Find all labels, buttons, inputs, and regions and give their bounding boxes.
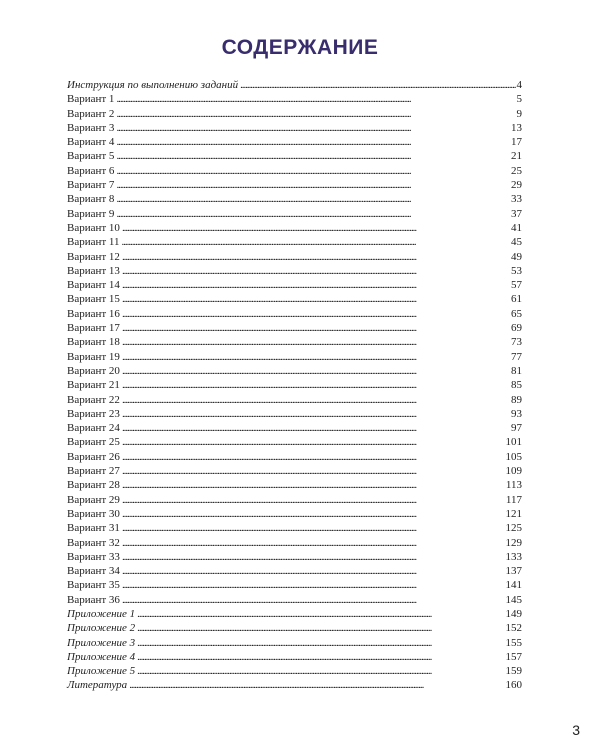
toc-entry: [67, 292, 522, 306]
toc-entry: [67, 149, 522, 163]
toc-entry: [67, 364, 522, 378]
page-number: 3: [572, 722, 580, 738]
dot-leader: [116, 192, 510, 206]
dot-leader: [122, 321, 510, 335]
dot-leader: [122, 307, 510, 321]
toc-entry-label: Вариант 33: [67, 550, 120, 563]
toc-entry-label: Вариант 22: [67, 393, 120, 406]
toc-entry-label: Вариант 21: [67, 379, 120, 392]
page-title: СОДЕРЖАНИЕ: [221, 36, 379, 59]
toc-entry-page: 77: [511, 350, 522, 363]
toc-entry-label: Вариант 20: [67, 364, 120, 377]
toc-entry-page: 109: [505, 465, 522, 478]
dot-leader: [116, 107, 515, 121]
toc-entry-label: Вариант 6: [67, 164, 115, 177]
toc-entry-label: Вариант 36: [67, 593, 120, 606]
dot-leader: [137, 636, 504, 650]
dot-leader: [137, 664, 504, 678]
toc-entry: [67, 78, 522, 92]
table-of-contents: [67, 78, 522, 693]
toc-entry-label: Вариант 32: [67, 536, 120, 549]
toc-entry-label: Приложение 4: [67, 650, 136, 663]
dot-leader: [122, 464, 505, 478]
toc-entry-page: 69: [511, 322, 522, 335]
dot-leader: [122, 450, 505, 464]
toc-entry: [67, 107, 522, 121]
toc-entry-label: Инструкция по выполнению заданий: [67, 79, 239, 91]
toc-entry-label: Вариант 10: [67, 221, 120, 234]
dot-leader: [122, 264, 510, 278]
toc-entry-page: 89: [511, 393, 522, 406]
dot-leader: [122, 235, 510, 249]
toc-entry-label: Вариант 2: [67, 107, 115, 120]
dot-leader: [116, 135, 510, 149]
dot-leader: [122, 536, 505, 550]
toc-entry-label: Вариант 14: [67, 279, 120, 292]
toc-entry: [67, 521, 522, 535]
toc-entry-page: 117: [505, 493, 522, 506]
toc-entry-label: Вариант 23: [67, 407, 120, 420]
toc-entry: [67, 235, 522, 249]
toc-entry-label: Вариант 30: [67, 507, 120, 520]
dot-leader: [122, 435, 505, 449]
toc-entry-label: Вариант 9: [67, 207, 115, 220]
toc-entry: [67, 250, 522, 264]
toc-entry-page: 53: [511, 264, 522, 277]
dot-leader: [122, 364, 510, 378]
toc-entry: [67, 536, 522, 550]
toc-entry-page: 49: [511, 250, 522, 263]
dot-leader: [137, 650, 504, 664]
dot-leader: [122, 250, 510, 264]
toc-entry-page: 21: [511, 150, 522, 163]
dot-leader: [122, 521, 505, 535]
toc-entry: [67, 421, 522, 435]
toc-entry-page: 113: [505, 479, 522, 492]
toc-entry-page: 25: [511, 164, 522, 177]
toc-entry: [67, 664, 522, 678]
toc-entry: [67, 593, 522, 607]
dot-leader: [116, 121, 510, 135]
toc-entry-label: Вариант 27: [67, 465, 120, 478]
toc-entry-page: 129: [505, 536, 522, 549]
toc-entry: [67, 178, 522, 192]
toc-entry: [67, 264, 522, 278]
toc-entry-page: 155: [505, 636, 522, 649]
dot-leader: [122, 407, 510, 421]
toc-entry: [67, 607, 522, 621]
toc-entry: [67, 278, 522, 292]
toc-entry-label: Вариант 25: [67, 436, 120, 449]
toc-entry: [67, 450, 522, 464]
toc-entry-label: Вариант 8: [67, 193, 115, 206]
toc-entry: [67, 636, 522, 650]
toc-entry: [67, 621, 522, 635]
toc-entry-page: 57: [511, 279, 522, 292]
dot-leader: [137, 607, 504, 621]
toc-entry-page: 9: [516, 107, 522, 120]
dot-leader: [122, 478, 505, 492]
toc-entry-label: Вариант 15: [67, 293, 120, 306]
toc-entry: [67, 464, 522, 478]
dot-leader: [122, 421, 510, 435]
dot-leader: [122, 221, 510, 235]
toc-entry: [67, 435, 522, 449]
dot-leader: [122, 393, 510, 407]
toc-entry-page: 37: [511, 207, 522, 220]
toc-entry-page: 97: [511, 422, 522, 435]
toc-entry-label: Вариант 7: [67, 179, 115, 192]
toc-entry-page: 105: [505, 450, 522, 463]
dot-leader: [122, 507, 505, 521]
toc-entry-label: Вариант 3: [67, 121, 115, 134]
toc-entry: [67, 350, 522, 364]
toc-entry: [67, 564, 522, 578]
dot-leader: [137, 621, 504, 635]
toc-entry-page: 125: [505, 522, 522, 535]
dot-leader: [116, 149, 510, 163]
dot-leader: [122, 292, 510, 306]
toc-entry: [67, 221, 522, 235]
dot-leader: [116, 164, 510, 178]
toc-entry: [67, 335, 522, 349]
dot-leader: [122, 564, 505, 578]
toc-entry-label: Вариант 24: [67, 422, 120, 435]
dot-leader: [116, 92, 515, 106]
dot-leader: [122, 278, 510, 292]
dot-leader: [122, 350, 510, 364]
dot-leader: [122, 578, 505, 592]
toc-entry: [67, 650, 522, 664]
toc-entry-page: 41: [511, 221, 522, 234]
toc-entry: [67, 307, 522, 321]
toc-entry-page: 5: [516, 93, 522, 106]
toc-entry: [67, 121, 522, 135]
toc-entry-label: Вариант 35: [67, 579, 120, 592]
toc-entry-page: 61: [511, 293, 522, 306]
toc-entry-page: 45: [511, 236, 522, 249]
toc-entry-label: Вариант 26: [67, 450, 120, 463]
toc-entry-label: Литература: [67, 679, 128, 692]
toc-entry-label: Вариант 17: [67, 322, 120, 335]
toc-entry-label: Вариант 13: [67, 264, 120, 277]
toc-entry-label: Приложение 3: [67, 636, 136, 649]
toc-entry-label: Приложение 1: [67, 607, 136, 620]
toc-entry-label: Вариант 4: [67, 136, 115, 149]
toc-entry-page: 13: [511, 121, 522, 134]
toc-entry: [67, 478, 522, 492]
toc-entry-page: 145: [505, 593, 522, 606]
toc-entry-label: Вариант 16: [67, 307, 120, 320]
dot-leader: [122, 335, 510, 349]
toc-entry-label: Приложение 2: [67, 622, 136, 635]
toc-entry-label: Вариант 19: [67, 350, 120, 363]
toc-entry: [67, 407, 522, 421]
dot-leader: [122, 378, 510, 392]
toc-entry-label: Приложение 5: [67, 665, 136, 678]
toc-entry: [67, 92, 522, 106]
toc-entry-page: 29: [511, 179, 522, 192]
toc-entry-page: 159: [505, 665, 522, 678]
toc-entry: [67, 507, 522, 521]
toc-entry-page: 65: [511, 307, 522, 320]
toc-entry-page: 17: [511, 136, 522, 149]
toc-entry-page: 133: [505, 550, 522, 563]
toc-entry: [67, 135, 522, 149]
toc-entry: [67, 378, 522, 392]
dot-leader: [116, 178, 510, 192]
toc-entry: [67, 678, 522, 692]
dot-leader: [129, 678, 504, 692]
toc-entry-page: 157: [505, 650, 522, 663]
toc-entry-page: 121: [505, 507, 522, 520]
toc-entry-page: 93: [511, 407, 522, 420]
toc-entry-page: 4: [516, 79, 522, 91]
toc-entry: [67, 321, 522, 335]
toc-entry-page: 160: [505, 679, 522, 692]
toc-entry: [67, 550, 522, 564]
toc-entry-page: 85: [511, 379, 522, 392]
toc-entry: [67, 207, 522, 221]
dot-leader: [122, 550, 505, 564]
toc-entry-label: Вариант 34: [67, 565, 120, 578]
toc-entry-label: Вариант 12: [67, 250, 120, 263]
toc-entry-page: 149: [505, 607, 522, 620]
toc-entry-page: 137: [505, 565, 522, 578]
toc-entry-page: 73: [511, 336, 522, 349]
toc-entry-page: 33: [511, 193, 522, 206]
toc-entry: [67, 164, 522, 178]
dot-leader: [240, 78, 515, 92]
toc-entry-label: Вариант 29: [67, 493, 120, 506]
toc-entry-page: 152: [505, 622, 522, 635]
toc-entry-label: Вариант 11: [67, 236, 120, 249]
dot-leader: [122, 593, 505, 607]
toc-entry-page: 81: [511, 364, 522, 377]
toc-entry-label: Вариант 5: [67, 150, 115, 163]
dot-leader: [122, 493, 505, 507]
toc-entry: [67, 192, 522, 206]
toc-entry: [67, 493, 522, 507]
toc-entry-label: Вариант 1: [67, 93, 115, 106]
toc-entry-label: Вариант 28: [67, 479, 120, 492]
toc-entry-page: 141: [505, 579, 522, 592]
dot-leader: [116, 207, 510, 221]
toc-entry: [67, 578, 522, 592]
toc-entry-page: 101: [505, 436, 522, 449]
toc-entry: [67, 393, 522, 407]
toc-entry-label: Вариант 31: [67, 522, 120, 535]
toc-entry-label: Вариант 18: [67, 336, 120, 349]
